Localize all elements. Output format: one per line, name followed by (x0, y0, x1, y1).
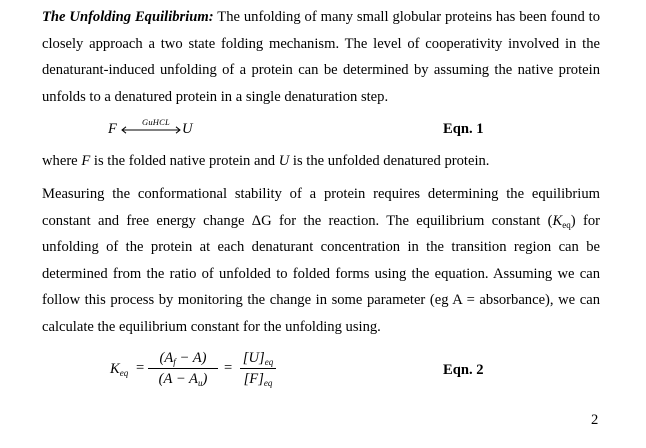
eq2-fraction-concentration (240, 348, 276, 389)
para3-text-2: ) for unfolding of the protein at each denaturant concentration in the transition region can be determined from the ratio of unfolded to folded forms using the equation. Assuming we can follow this process by monitoring the change in some parameter (eg A = absorbance), we can calculate the equilibrium constant for the unfolding using. (42, 212, 600, 335)
eq1-unfolded-symbol: U (182, 121, 193, 137)
equilibrium-arrow-icon (120, 126, 182, 134)
eq2-den1-a: (A − A (158, 371, 198, 387)
eq2-den1-sub: u (197, 378, 203, 388)
section-title: The Unfolding Equilibrium: (42, 9, 214, 25)
stability-paragraph (42, 181, 600, 340)
eq2-k: K (110, 361, 120, 377)
eq2-num2-sub: eq (264, 357, 274, 367)
para2-var-u: U (278, 153, 290, 169)
eq2-k-sub: eq (119, 368, 129, 378)
eq2-numerator-2 (240, 348, 276, 368)
para2-text-2: is the folded native protein and (93, 153, 276, 169)
para3-k-sub: eq (562, 219, 571, 230)
page-number: 2 (591, 412, 599, 428)
equation-2 (110, 348, 290, 394)
para3-text-1: Measuring the conformational stability of a protein requires determining the equilibrium constant and free energy change ΔG for the reaction. The equilibrium constant ( (42, 186, 600, 229)
eq2-numerator-1 (148, 348, 218, 368)
para2-var-f: F (81, 153, 91, 169)
eq1-folded-symbol: F (108, 121, 117, 137)
eq2-den1-b: ) (202, 371, 208, 387)
eqn1-label: Eqn. 1 (443, 121, 484, 137)
eq2-num1-sub: f (173, 357, 176, 367)
eq2-num1-b: − A) (175, 350, 207, 366)
eq2-denominator-1 (148, 369, 218, 389)
para3-k: K (552, 212, 563, 229)
eq2-denominator-2 (240, 369, 276, 389)
eq2-fraction-absorbance (148, 348, 218, 389)
intro-text: The unfolding of many small globular proteins has been found to closely approach a two state folding mechanism. The level of cooperativity involved in the denaturant-induced unfolding of a protein can be determined by assuming the native protein unfolds to a denatured protein in a single denaturation step. (42, 9, 601, 105)
para2-text-3: is the unfolded denatured protein. (292, 153, 490, 169)
eq2-lhs (110, 361, 128, 378)
eq2-equals-1: = (136, 360, 145, 376)
eq2-num2: [U] (242, 350, 265, 366)
eq2-den2: [F] (243, 371, 264, 387)
eq2-den2-sub: eq (263, 378, 273, 388)
eq1-reagent-label: GuHCL (142, 117, 170, 127)
equation-1 (108, 118, 228, 140)
eq2-num1-a: (A (159, 350, 174, 366)
para2-text-1: where (42, 153, 78, 169)
eq2-equals-2: = (224, 360, 233, 376)
eqn2-label: Eqn. 2 (443, 362, 484, 378)
definition-paragraph (42, 148, 600, 175)
intro-paragraph (42, 4, 600, 110)
